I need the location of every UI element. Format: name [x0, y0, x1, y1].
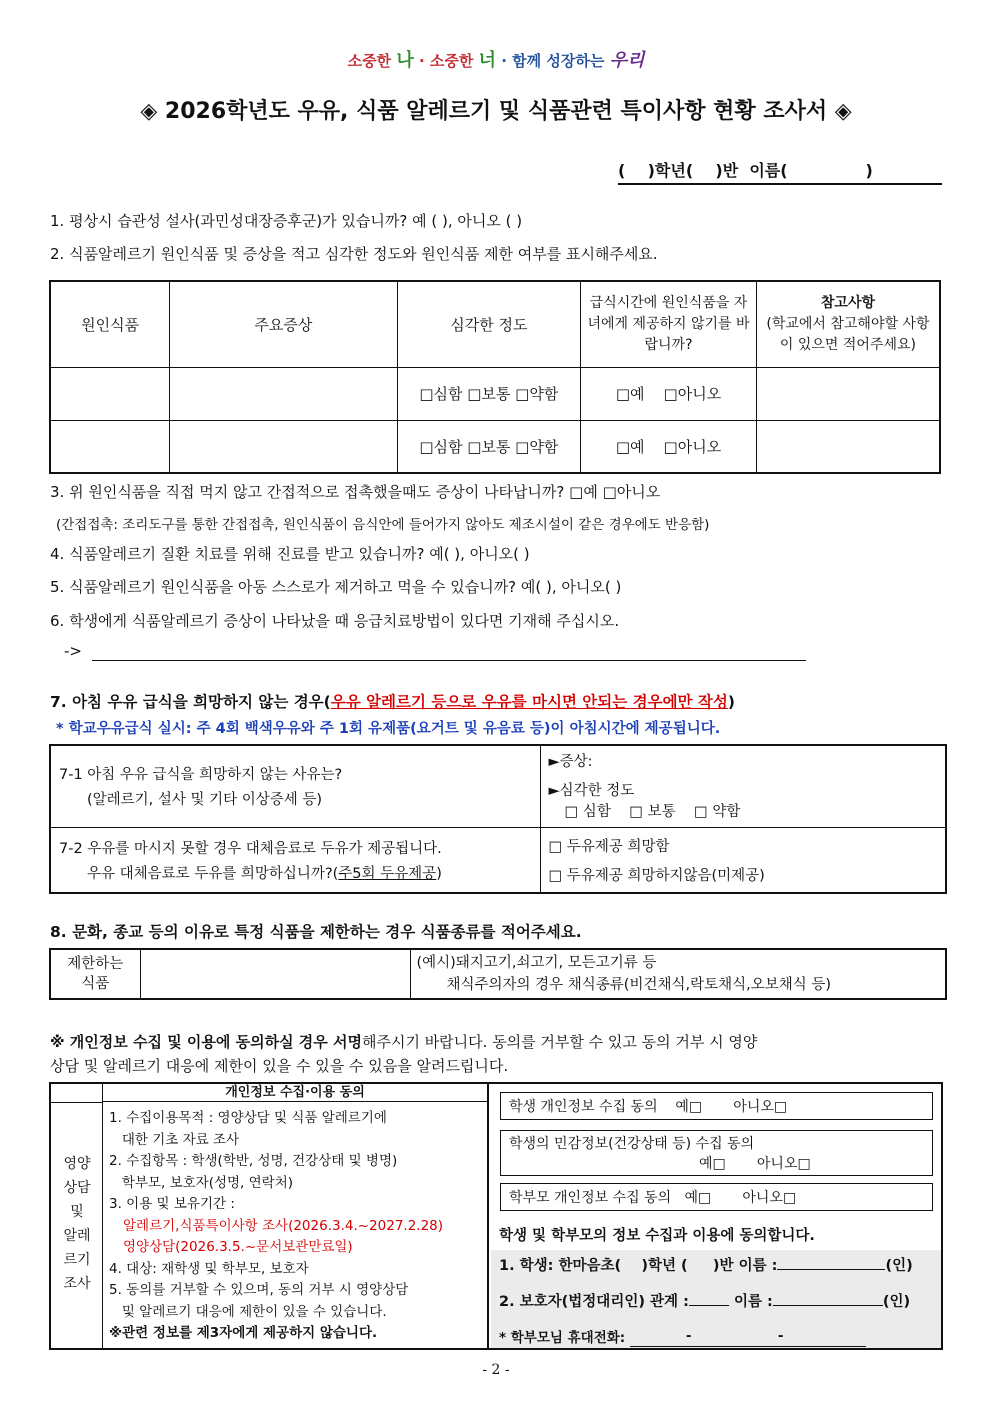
signature-guardian: [499, 1290, 910, 1311]
slogan-text-2: · 소중한: [418, 52, 474, 70]
signature-student-label: 1. 학생: 한마음초( )학년 ( )반 이름 :: [499, 1258, 778, 1274]
header-note-desc: (학교에서 참고해야할 사항이 있으면 적어주세요): [766, 315, 930, 353]
parent-phone-input[interactable]: [630, 1330, 866, 1347]
agree-student-info[interactable]: 학생 개인정보 수집 동의 예□ 아니오□: [500, 1092, 933, 1120]
consent-items: [109, 1108, 489, 1345]
milk-severity-label: ►심각한 정도: [548, 783, 635, 799]
restricted-food-table: [49, 948, 947, 1000]
restrict-options[interactable]: □예 □아니오: [581, 367, 757, 420]
soymilk-question: [50, 827, 540, 893]
side-label-line: 영양: [63, 1156, 91, 1172]
side-label-line: 조사: [63, 1276, 91, 1292]
section-7-title-b: ): [727, 693, 735, 711]
header-symptom: 주요증상: [170, 281, 397, 367]
consent-item: 3. 이용 및 보유기간 :: [109, 1196, 235, 1212]
milk-reason-question: [50, 745, 540, 827]
student-seal: (인): [885, 1258, 913, 1274]
header-food: 원인식품: [50, 281, 170, 367]
soymilk-q2a: 우유 대체음료로 두유를 희망하십니까?(: [87, 865, 339, 882]
question-5[interactable]: 5. 식품알레르기 원인식품을 아동 스스로가 제거하고 먹을 수 있습니까? 예( ), 아니오( ): [50, 578, 622, 596]
food-cell[interactable]: [50, 420, 170, 473]
question-6: 6. 학생에게 식품알레르기 증상이 나타났을 때 응급치료방법이 있다면 기재해 주십시오.: [50, 612, 620, 630]
milk-symptom-field[interactable]: ►증상:: [548, 754, 593, 770]
header-note-title: 참고사항: [820, 294, 875, 311]
restricted-food-label-1: 제한하는: [67, 956, 124, 972]
soymilk-q2-underline: 주5회 두유제공: [338, 865, 437, 882]
consent-item: 4. 대상: 재학생 및 학부모, 보호자: [109, 1260, 309, 1277]
milk-reason-answer: [540, 745, 946, 827]
slogan: [0, 46, 992, 72]
consent-period-2: 영양상담(2026.3.5.~문서보관만료일): [123, 1239, 353, 1255]
consent-item: 2. 수집항목 : 학생(학반, 성명, 건강상태 및 병명): [109, 1153, 398, 1169]
milk-severity-options[interactable]: □ 심함 □ 보통 □ 약함: [564, 804, 741, 820]
agree-sensitive-label: 학생의 민감정보(건강상태 등) 수집 동의: [509, 1136, 755, 1152]
soymilk-option-no[interactable]: □ 두유제공 희망하지않음(미제공): [548, 867, 765, 884]
consent-header: 개인정보 수집·이용 동의: [103, 1084, 487, 1102]
consent-period-1: 알레르기,식품특이사항 조사(2026.3.4.~2027.2.28): [123, 1217, 444, 1234]
section-8-title: 8. 문화, 종교 등의 이유로 특정 식품을 제한하는 경우 식품종류를 적어주세요.: [50, 923, 582, 941]
side-label-line: 르기: [63, 1252, 91, 1268]
question-3[interactable]: 3. 위 원인식품을 직접 먹지 않고 간접적으로 접촉했을때도 증상이 나타납니까? □예 □아니오: [50, 483, 661, 501]
milk-reason-q2: (알레르기, 설사 및 기타 이상증세 등): [87, 792, 323, 809]
student-name-input[interactable]: [777, 1269, 885, 1270]
question-6-arrow: ->: [64, 642, 82, 660]
agree-parent-info[interactable]: 학부모 개인정보 수집 동의 예□ 아니오□: [500, 1183, 933, 1211]
section-7-title: [50, 690, 735, 712]
guardian-name-label: 이름 :: [733, 1294, 773, 1310]
side-label-line: 알레: [63, 1228, 91, 1244]
guardian-relation-label: 2. 보호자(법정대리인) 관계 :: [499, 1294, 689, 1310]
consent-table: [49, 1082, 943, 1350]
milk-table: [49, 744, 947, 894]
phone-dash: -: [685, 1328, 692, 1344]
consent-intro-line2: 상담 및 알레르기 대응에 제한이 있을 수 있을 수 있음을 알려드립니다.: [50, 1057, 509, 1075]
question-4[interactable]: 4. 식품알레르기 질환 치료를 위해 진료를 받고 있습니까? 예( ), 아니오( ): [50, 545, 530, 563]
guardian-seal: (인): [882, 1294, 911, 1310]
side-label-line: 상담: [63, 1180, 91, 1196]
slogan-text-3: · 함께 성장하는: [501, 52, 605, 70]
question-1[interactable]: 1. 평상시 습관성 설사(과민성대장증후군)가 있습니까? 예 ( ), 아니오 ( ): [50, 212, 523, 230]
restrict-options[interactable]: □예 □아니오: [581, 420, 757, 473]
consent-item: 대한 기초 자료 조사: [109, 1131, 240, 1148]
restricted-food-example: [410, 949, 946, 999]
header-note: [756, 281, 940, 367]
signature-area: [491, 1250, 941, 1348]
milk-reason-q1: 7-1 아침 우유 급식을 희망하지 않는 사유는?: [59, 767, 343, 784]
consent-left: [51, 1084, 489, 1348]
restricted-food-label-2: 식품: [81, 976, 110, 992]
agree-sensitive-info[interactable]: [500, 1130, 933, 1176]
consent-intro: [50, 1030, 942, 1078]
consent-intro-bold: ※ 개인정보 수집 및 이용에 동의하실 경우 서명: [50, 1033, 362, 1051]
agree-statement: 학생 및 학부모의 정보 수집과 이용에 동의합니다.: [499, 1228, 815, 1244]
question-3-note: (간접접촉: 조리도구를 통한 간접접촉, 원인식품이 음식안에 들어가지 않아도 제조시설이 같은 경우에도 반응함): [56, 517, 710, 533]
soymilk-q2: [59, 862, 532, 883]
section-7-title-a: 7. 아침 우유 급식을 희망하지 않는 경우(: [50, 693, 331, 711]
slogan-mark-2: 너: [478, 50, 497, 71]
parent-phone: [499, 1326, 866, 1347]
guardian-name-input[interactable]: [773, 1305, 883, 1306]
agree-sensitive-options[interactable]: 예□ 아니오□: [699, 1156, 811, 1172]
allergy-table: [49, 280, 941, 474]
food-cell[interactable]: [50, 367, 170, 420]
page-number: - 2 -: [482, 1362, 510, 1378]
consent-item: 1. 수집이용목적 : 영양상담 및 식품 알레르기에: [109, 1110, 387, 1126]
note-cell[interactable]: [756, 367, 940, 420]
consent-third-party: ※관련 정보를 제3자에게 제공하지 않습니다.: [109, 1325, 378, 1341]
guardian-relation-input[interactable]: [689, 1305, 729, 1306]
soymilk-option-yes[interactable]: □ 두유제공 희망함: [548, 838, 670, 855]
soymilk-q1: 7-2 우유를 마시지 못할 경우 대체음료로 두유가 제공됩니다.: [59, 840, 442, 857]
student-info-line[interactable]: ( )학년( )반 이름( ): [618, 158, 942, 185]
severity-options[interactable]: □심함 □보통 □약함: [397, 367, 581, 420]
page-title: ◈ 2026학년도 우유, 식품 알레르기 및 식품관련 특이사항 현황 조사서 ◈: [140, 99, 852, 124]
slogan-mark-1: 나: [396, 50, 414, 71]
question-6-answer-line[interactable]: [92, 660, 806, 661]
slogan-mark-3: 우리: [609, 50, 645, 71]
consent-side-divider: [51, 1102, 103, 1103]
soymilk-q2b: ): [436, 865, 442, 882]
symptom-cell[interactable]: [170, 420, 397, 473]
question-2: 2. 식품알레르기 원인식품 및 증상을 적고 심각한 정도와 원인식품 제한 여부를 표시해주세요.: [50, 245, 658, 263]
consent-side-label: [51, 1152, 103, 1296]
severity-options[interactable]: □심함 □보통 □약함: [397, 420, 581, 473]
restricted-food-input[interactable]: [140, 949, 410, 999]
signature-student: [499, 1254, 913, 1275]
phone-dash: -: [777, 1328, 784, 1344]
consent-item: 학부모, 보호자(성명, 연락처): [109, 1174, 294, 1191]
restricted-food-label: [50, 949, 140, 999]
restricted-food-example-1: (예시)돼지고기,쇠고기, 모든고기류 등: [416, 955, 657, 971]
section-7-title-red: 우유 알레르기 등으로 우유를 마시면 안되는 경우에만 작성: [330, 693, 728, 711]
slogan-text-1: 소중한: [347, 52, 392, 70]
consent-item: 및 알레르기 대응에 제한이 있을 수 있습니다.: [109, 1303, 387, 1320]
restricted-food-example-2: 채식주의자의 경우 채식종류(비건채식,락토채식,오보채식 등): [446, 977, 832, 993]
symptom-cell[interactable]: [170, 367, 397, 420]
soymilk-answer: [540, 827, 946, 893]
consent-intro-rest: 해주시기 바랍니다. 동의를 거부할 수 있고 동의 거부 시 영양: [361, 1033, 758, 1051]
table-row: [50, 420, 940, 473]
parent-phone-label: * 학부모님 휴대전화:: [499, 1330, 626, 1346]
table-row: [50, 367, 940, 420]
header-restrict: 급식시간에 원인식품을 자녀에게 제공하지 않기를 바랍니까?: [581, 281, 757, 367]
header-severity: 심각한 정도: [397, 281, 581, 367]
note-cell[interactable]: [756, 420, 940, 473]
side-label-line: 및: [70, 1204, 84, 1220]
consent-item: 5. 동의를 거부할 수 있으며, 동의 거부 시 영양상담: [109, 1282, 409, 1298]
section-7-note: * 학교우유급식 실시: 주 4회 백색우유와 주 1회 유제품(요거트 및 유음료 등)이 아침시간에 제공됩니다.: [56, 721, 721, 737]
